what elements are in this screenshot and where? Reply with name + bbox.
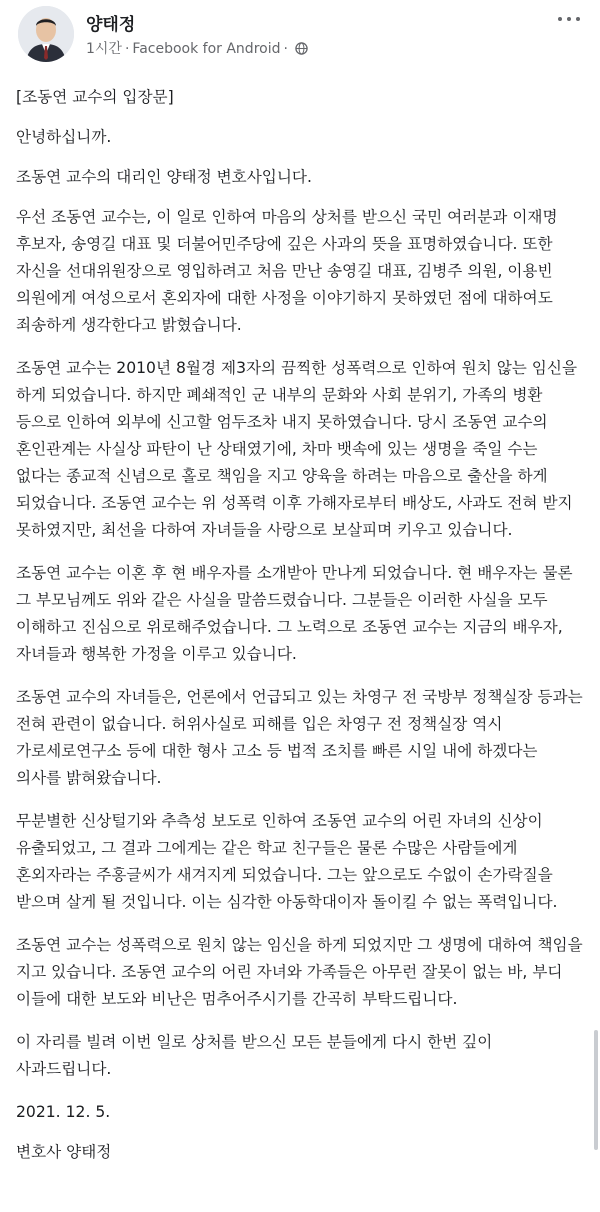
meta-separator-2: · bbox=[283, 41, 288, 57]
paragraph-apology: 우선 조동연 교수는, 이 일로 인하여 마음의 상처를 받으신 국민 여러분과 이재명 후보자, 송영길 대표 및 더불어민주당에 깊은 사과의 뜻을 표명하였습니다. 또한 자신을 선대위원장으로 영입하려고 처음 만난 송영길 대표, 김병주 의원, 이용빈 의원에게 여성으로서 혼외자에 대한 사정을 이야기하지 못하였던 점에 대하여도 죄송하게 생각한다고 밝혔습니다. bbox=[16, 208, 558, 334]
post-meta bbox=[86, 38, 308, 59]
author-name[interactable]: 양태정 bbox=[86, 15, 136, 35]
meta-separator: · bbox=[124, 41, 130, 57]
post-time[interactable]: 1시간 bbox=[86, 41, 122, 57]
paragraph-denial: 조동연 교수의 자녀들은, 언론에서 언급되고 있는 차영구 전 국방부 정책실장 등과는 전혀 관련이 없습니다. 허위사실로 피해를 입은 차영구 전 정책실장 역시 가로세로연구소 등에 대한 형사 고소 등 법적 조치를 빠른 시일 내에 하겠다는 의사를 밝혀왔습니다. bbox=[16, 688, 583, 787]
author-avatar[interactable] bbox=[18, 6, 74, 62]
post-header bbox=[0, 0, 600, 74]
paragraph-privacy: 무분별한 신상털기와 추측성 보도로 인하여 조동연 교수의 어린 자녀의 신상이 유출되었고, 그 결과 그에게는 같은 학교 친구들은 물론 수많은 사람들에게 혼외자라는 주홍글씨가 새겨지게 되었습니다. 그는 앞으로도 수없이 손가락질을 받으며 살게 될 것입니다. 이는 심각한 아동학대이자 돌이킬 수 없는 폭력입니다. bbox=[16, 812, 558, 911]
statement-title: [조동연 교수의 입장문] bbox=[16, 88, 174, 106]
paragraph-closing: 이 자리를 빌려 이번 일로 상처를 받으신 모든 분들에게 다시 한번 깊이 사과드립니다. bbox=[16, 1033, 493, 1078]
statement-signature: 변호사 양태정 bbox=[16, 1143, 112, 1161]
paragraph-request: 조동연 교수는 성폭력으로 원치 않는 임신을 하게 되었지만 그 생명에 대하여 책임을 지고 있습니다. 조동연 교수의 어린 자녀와 가족들은 아무런 잘못이 없는 바, 부디 이들에 대한 보도와 비난은 멈추어주시기를 간곡히 부탁드립니다. bbox=[16, 936, 583, 1008]
statement-date: 2021. 12. 5. bbox=[16, 1103, 111, 1121]
post-body bbox=[16, 84, 586, 1179]
greeting: 안녕하십니까. bbox=[16, 128, 112, 146]
scrollbar[interactable] bbox=[594, 1030, 598, 1150]
globe-icon bbox=[295, 42, 308, 59]
more-dots-icon[interactable] bbox=[558, 14, 582, 24]
intro: 조동연 교수의 대리인 양태정 변호사입니다. bbox=[16, 168, 312, 186]
post-source: Facebook for Android bbox=[132, 41, 281, 57]
paragraph-family: 조동연 교수는 이혼 후 현 배우자를 소개받아 만나게 되었습니다. 현 배우자는 물론 그 부모님께도 위와 같은 사실을 말씀드렸습니다. 그분들은 이러한 사실을 모두 이해하고 진심으로 위로해주었습니다. 그 노력으로 조동연 교수는 지금의 배우자, 자녀들과 행복한 가정을 이루고 있습니다. bbox=[16, 564, 573, 663]
paragraph-circumstances: 조동연 교수는 2010년 8월경 제3자의 끔찍한 성폭력으로 인하여 원치 않는 임신을 하게 되었습니다. 하지만 폐쇄적인 군 내부의 문화와 사회 분위기, 가족의 병환 등으로 인하여 외부에 신고할 엄두조차 내지 못하였습니다. 당시 조동연 교수의 혼인관계는 사실상 파탄이 난 상태였기에, 차마 뱃속에 있는 생명을 죽일 수는 없다는 종교적 신념으로 홀로 책임을 지고 양육을 하려는 마음으로 출산을 하게 되었습니다. 조동연 교수는 위 성폭력 이후 가해자로부터 배상도, 사과도 전혀 받지 못하였지만, 최선을 다하여 자녀들을 사랑으로 보살피며 키우고 있습니다. bbox=[16, 359, 578, 539]
avatar-portrait-icon bbox=[18, 6, 74, 62]
